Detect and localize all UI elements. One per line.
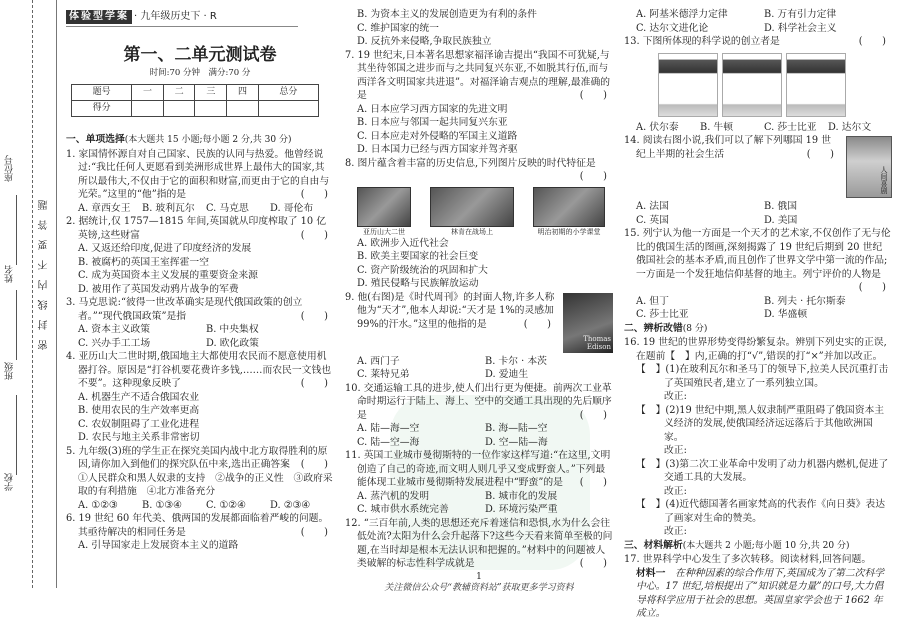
question	[624, 553, 892, 567]
options	[66, 202, 334, 216]
score-row-label: 得分	[72, 101, 132, 117]
margin-border	[56, 0, 57, 588]
option[interactable]: C. 城市供水系统完善	[357, 504, 449, 515]
option[interactable]: D. 科学社会主义	[764, 22, 837, 34]
question-text: 12. “三百年前,人类的思想还充斥着迷信和恐惧,水为什么会往低处流?太阳为什么会升起落下?这些今天看来简单至极的问题,在当时却是根本无法认识和把握的。”材料中的问题被人类破解的标志性科学成就是	[345, 517, 613, 569]
class-label: 班级	[5, 362, 15, 380]
brand-logo: 体验型学案	[66, 10, 132, 24]
giraffe-tree-picture	[786, 53, 846, 117]
seat-number-line	[16, 195, 17, 265]
options	[345, 355, 613, 382]
section-title: 二、辨析改错	[624, 322, 683, 334]
option[interactable]: A. 伏尔泰	[636, 121, 679, 133]
figure-caption: 明治初期的小学课堂	[537, 227, 601, 236]
option[interactable]: D. 美国	[764, 214, 798, 226]
score-input-cell[interactable]	[163, 101, 195, 117]
question	[66, 148, 334, 202]
question-text: 5. 九年级(3)班的学生正在探究美国内战中北方取得胜利的原因,请你加入到他们的探究队伍中来,选出正确答案	[66, 445, 328, 470]
option[interactable]: A. 法国	[636, 201, 669, 212]
judgement-text[interactable]: 【 】(3)第二次工业革命中发明了动力机器内燃机,促进了交通工具的大发展。	[636, 458, 889, 483]
option[interactable]: B. 海—陆—空	[485, 423, 548, 434]
option[interactable]: B. ①③④	[142, 499, 182, 511]
section-heading	[66, 133, 334, 148]
column-1	[66, 0, 334, 553]
options	[624, 121, 892, 135]
answer-blank[interactable]: ( )	[579, 477, 607, 488]
correction-label: 改正:	[664, 391, 687, 402]
material-label: 材料一	[636, 567, 666, 579]
option[interactable]: D. 环境污染严重	[485, 504, 558, 515]
judgement-item	[624, 404, 892, 458]
option[interactable]: A. 欧洲步入近代社会	[357, 237, 449, 249]
photo	[357, 187, 411, 227]
giraffe-tree-picture	[658, 53, 718, 117]
question	[345, 517, 613, 571]
score-table-header-row	[72, 85, 319, 101]
figure-caption: 林肯在战场上	[451, 227, 493, 236]
answer-blank[interactable]: ( )	[579, 409, 607, 421]
book-cover-image	[846, 136, 892, 198]
binding-margin	[0, 0, 62, 588]
correction-label: 改正:	[664, 526, 687, 537]
material	[624, 567, 892, 621]
question-text: 13. 下图所体现的科学说的创立者是	[624, 36, 780, 47]
option[interactable]: A. 但丁	[636, 295, 669, 307]
column-1-content	[66, 133, 334, 553]
giraffe-tree-picture	[722, 53, 782, 117]
score-table-score-row	[72, 101, 319, 117]
option[interactable]: C. 日本应走对外侵略的军国主义道路	[357, 130, 518, 142]
figure	[430, 187, 514, 237]
answer-blank[interactable]: ( )	[806, 148, 834, 160]
footer-note: 关注微信公众号“教辅资料站”获取更多学习资料	[384, 582, 574, 593]
options	[66, 539, 334, 553]
page-number: 1	[476, 571, 482, 582]
answer-blank[interactable]: ( )	[300, 378, 328, 389]
option[interactable]: D. 华盛顿	[764, 309, 808, 320]
name-label: 姓名	[5, 265, 15, 283]
option[interactable]: C. 维护国家的统一	[357, 22, 439, 34]
score-header-cell: 一	[132, 85, 164, 101]
header-subtitle: · 九年级历史下 · R	[134, 11, 217, 22]
section-note: (本大题共 15 小题;每小题 2 分,共 30 分)	[124, 135, 292, 145]
option[interactable]: D. 爱迪生	[485, 369, 529, 380]
question-text: 2. 据统计,仅 1757—1815 年间,英国就从印度榨取了 10 亿英镑,这些财富	[66, 216, 327, 241]
score-input-cell[interactable]	[227, 101, 259, 117]
correction-label: 改正:	[664, 445, 687, 456]
page-header	[66, 10, 298, 27]
option[interactable]: C. 成为英国资本主义发展的重要资金来源	[78, 270, 258, 281]
question	[66, 512, 334, 539]
options	[66, 323, 334, 350]
options	[345, 422, 613, 449]
options	[345, 237, 613, 291]
section-title: 一、单项选择	[66, 134, 125, 145]
option[interactable]: A. 阿基米德浮力定律	[636, 9, 728, 20]
option[interactable]: A. 西门子	[357, 355, 400, 367]
giraffe-evolution-figure	[624, 49, 892, 121]
photo-row	[345, 184, 613, 237]
question-text: 17. 世界科学中心发生了多次转移。阅读材料,回答问题。	[624, 554, 872, 565]
score-input-cell[interactable]	[132, 101, 164, 117]
options	[624, 200, 892, 227]
cut-line	[32, 0, 33, 588]
score-header-cell: 总分	[258, 85, 318, 101]
question	[345, 49, 613, 103]
section-title: 三、材料解析	[624, 539, 683, 551]
option[interactable]: B. 使用农民的生产效率更高	[78, 405, 200, 416]
figure	[357, 187, 411, 237]
option[interactable]: D. 农民与地主关系非常密切	[78, 432, 200, 443]
seat-number-label: 座位号	[5, 155, 15, 182]
option[interactable]: A. 又返还给印度,促进了印度经济的发展	[78, 243, 252, 254]
option[interactable]: A. 机器生产不适合俄国农业	[78, 391, 200, 403]
question-text: 3. 马克思说:“彼得一世改革确实是现代俄国政策的创立者。”“现代俄国政策”是指	[66, 297, 303, 322]
question-text: 14. 阅读右图小说,我们可以了解下列哪国 19 世纪上半期的社会生活	[624, 135, 832, 160]
answer-blank[interactable]: ( )	[579, 90, 607, 101]
section-heading	[624, 322, 892, 337]
class-line	[16, 395, 17, 475]
options	[624, 295, 892, 322]
question-text: 9. 他(右图)是《时代周刊》的封面人物,许多人称他为“天才”,他本人却说:“天才是 1%的灵感加 99%的汗水。”这里的他指的是	[345, 291, 555, 330]
options	[345, 490, 613, 517]
option[interactable]: D. 欧化政策	[206, 337, 259, 349]
statement-list: ①人民群众和黑人奴隶的支持 ②战争的正义性 ③政府采取的有利措施 ④北方准备充分	[78, 472, 333, 497]
question	[624, 35, 892, 49]
option[interactable]: D. 殖民侵略与民族解放运动	[357, 278, 479, 289]
section-note: (本大题共 2 小题;每小题 10 分,共 20 分)	[682, 540, 850, 551]
option[interactable]: A. ①②③	[78, 499, 118, 511]
option[interactable]: D. 反抗外来侵略,争取民族独立	[357, 36, 492, 47]
question-text: 7. 19 世纪末,日本著名思想家福泽谕吉提出“我国不可犹疑,与其坐待邻国之进步而与之共同复兴东亚,不如脱其行伍,而与西洋各文明国家共进退”。对福泽谕吉观点的理解,最准确的是	[345, 49, 611, 101]
answer-blank[interactable]: ( )	[300, 189, 328, 200]
answer-blank[interactable]: ( )	[523, 318, 551, 330]
question-text: 10. 交通运输工具的进步,使人们出行更为便捷。前两次工业革命时期运行于陆上、海上、空中的交通工具出现的先后顺序是	[345, 382, 612, 421]
option[interactable]: C. 莱特兄弟	[357, 369, 410, 380]
option[interactable]: A. 资本主义政策	[78, 324, 151, 335]
photo	[430, 187, 514, 227]
section-heading	[624, 539, 892, 554]
question	[345, 382, 613, 423]
option[interactable]: D. 日本国力已经与西方国家并驾齐驱	[357, 144, 518, 155]
figure-caption: 亚历山大二世	[363, 227, 405, 236]
answer-blank[interactable]: ( )	[300, 310, 328, 322]
photo	[533, 187, 605, 227]
question-text: 1. 家国情怀源自对自己国家、民族的认同与热爱。他曾经说过:“我比任何人更愿看到美洲形成世界上最伟大的国家,其所以最伟大,不仅由于它的面积和财富,而更由于它的自由与光荣。”这里的“他”指的是	[66, 148, 330, 200]
option[interactable]: A. 陆—海—空	[357, 423, 420, 434]
options	[345, 8, 613, 49]
option[interactable]: D. 哥伦布	[270, 202, 314, 214]
answer-blank[interactable]: ( )	[858, 282, 886, 293]
option[interactable]: A. 蒸汽机的发明	[357, 490, 430, 502]
question	[66, 350, 334, 391]
judgement-text[interactable]: 【 】(1)在玻利瓦尔和圣马丁的领导下,拉美人民沉重打击了英国殖民者,建立了一系列独立国。	[636, 364, 889, 389]
option[interactable]: A. 引导国家走上发展资本主义的道路	[78, 540, 239, 551]
correction-label: 改正:	[664, 485, 687, 497]
option[interactable]: B. 列夫 · 托尔斯泰	[764, 295, 846, 307]
option[interactable]: B. 万有引力定律	[764, 9, 837, 20]
column-2-content	[345, 8, 613, 571]
answer-blank[interactable]: ( )	[579, 558, 607, 569]
score-header-cell: 四	[227, 85, 259, 101]
option[interactable]: C. 英国	[636, 214, 669, 226]
options	[66, 242, 334, 296]
option[interactable]: D. 被用作了英国发动鸦片战争的军费	[78, 283, 239, 295]
option[interactable]: B. 被腐朽的英国王室挥霍一空	[78, 256, 209, 268]
option[interactable]: B. 玻利瓦尔	[142, 202, 195, 214]
seal-notice: 密封线内不要答题	[39, 190, 50, 350]
option[interactable]: C. 莎士比亚	[764, 121, 817, 133]
question	[66, 445, 334, 472]
option[interactable]: D. ②③④	[270, 499, 311, 511]
time-info: 时间:70 分钟 满分:70 分	[149, 67, 251, 78]
option[interactable]: B. 日本应与邻国一起共同复兴东亚	[357, 117, 508, 128]
option[interactable]: A. 章西女王	[78, 202, 131, 214]
score-header-cell: 二	[163, 85, 195, 101]
question	[345, 449, 613, 490]
question-text: 8. 图片蕴含着丰富的历史信息,下列图片反映的时代特征是	[345, 157, 596, 169]
option[interactable]: C. 莎士比亚	[636, 309, 689, 320]
judgement-item	[624, 363, 892, 404]
cover-text: Thomas Edison	[583, 334, 611, 351]
option[interactable]: B. 牛顿	[700, 121, 734, 133]
score-header-cell: 三	[195, 85, 227, 101]
option[interactable]: B. 俄国	[764, 201, 798, 212]
option[interactable]: D. 达尔文	[828, 121, 872, 133]
column-2	[345, 8, 613, 594]
question-text: 11. 英国工业城市曼彻斯特的一位作家这样写道:“在这里,文明创造了自己的奇迹,而文明人则几乎又变成野蛮人。”下列最能体现工业城市曼彻斯特发展进程中“野蛮”的是	[345, 450, 611, 488]
judgement-text[interactable]: 【 】(4)近代德国著名画家梵高的代表作《向日葵》表达了画家对生命的赞美。	[636, 499, 886, 524]
answer-blank[interactable]: ( )	[300, 526, 328, 538]
page-title: 第一、二单元测试卷	[123, 44, 277, 65]
question	[66, 296, 334, 323]
magazine-cover-image	[563, 293, 613, 353]
question	[66, 215, 334, 242]
option[interactable]: D. 空—陆—海	[485, 436, 548, 448]
name-line	[16, 290, 17, 360]
answer-blank[interactable]: ( )	[579, 171, 607, 182]
judgement-item	[624, 498, 892, 539]
column-3-content	[624, 8, 892, 621]
option[interactable]: B. 卡尔 · 本茨	[485, 355, 547, 367]
question	[345, 157, 613, 184]
school-label: 学校	[5, 473, 15, 491]
option[interactable]: A. 日本应学习西方国家的先进文明	[357, 103, 508, 115]
option[interactable]: B. 城市化的发展	[485, 490, 558, 502]
book-title: 人间喜剧	[880, 166, 888, 194]
option[interactable]: C. 陆—空—海	[357, 436, 420, 448]
question-text: 4. 亚历山大二世时期,俄国地主大都使用农民而不愿意使用机器打谷。原因是“打谷机要花费许多钱,……而农民一文钱也不要”。这种现象反映了	[66, 351, 332, 389]
options	[66, 499, 334, 513]
answer-blank[interactable]: ( )	[858, 36, 886, 47]
option[interactable]: B. 欧美主要国家的社会巨变	[357, 251, 479, 262]
question	[624, 336, 892, 363]
question	[624, 227, 892, 295]
answer-blank[interactable]: ( )	[300, 459, 328, 470]
option[interactable]: C. 马克思	[206, 202, 249, 214]
options	[345, 103, 613, 157]
question-text: 6. 19 世纪 60 年代美、俄两国的发展都面临着严峻的问题。其亟待解决的相同任务是	[66, 513, 329, 538]
score-table	[71, 84, 319, 117]
option[interactable]: C. 农奴制阻碍了工业化进程	[78, 418, 200, 430]
option[interactable]: B. 中央集权	[206, 324, 259, 335]
answer-blank[interactable]: ( )	[300, 229, 328, 241]
question-text: 15. 列宁认为他一方面是一个天才的艺术家,不仅创作了无与伦比的俄国生活的图画,深刻揭露了 19 世纪后期到 20 世纪俄国社会的基本矛盾,而且创作了世界文学中第一流的作品;一方面是一个发狂地信仰基督的地主。列宁评价的人物是	[624, 228, 891, 280]
score-input-cell[interactable]	[195, 101, 227, 117]
option[interactable]: B. 为资本主义的发展创造更为有利的条件	[357, 9, 537, 20]
option[interactable]: C. 达尔文进化论	[636, 22, 709, 34]
judgement-item	[624, 458, 892, 499]
option[interactable]: C. ①②④	[206, 499, 246, 511]
options	[624, 8, 892, 35]
options	[66, 391, 334, 445]
question-text: 16. 19 世纪的世界形势变得纷繁复杂。辨别下列史实的正误,在题前【 】内,正确的打“√”,错误的打“×”并加以改正。	[624, 337, 887, 362]
option[interactable]: C. 资产阶级统治的巩固和扩大	[357, 264, 488, 276]
judgement-text[interactable]: 【 】(2)19 世纪中期,黑人奴隶制严重阻碍了俄国资本主义经济的发展,使俄国经济远远落后于其他欧洲国家。	[636, 404, 885, 443]
section-note: (8 分)	[682, 323, 708, 334]
score-input-cell[interactable]	[258, 101, 318, 117]
material-text: 在种种因素的综合作用下,英国成为了第二次科学中心。17 世纪,培根提出了“知识就是力量”的口号,大力倡导将科学应用于社会的思想。英国皇家学会也于 1662 年成立。	[636, 567, 885, 619]
option[interactable]: C. 兴办手工工场	[78, 337, 151, 349]
figure	[533, 187, 605, 237]
column-3	[624, 8, 892, 621]
score-header-cell: 题号	[72, 85, 132, 101]
